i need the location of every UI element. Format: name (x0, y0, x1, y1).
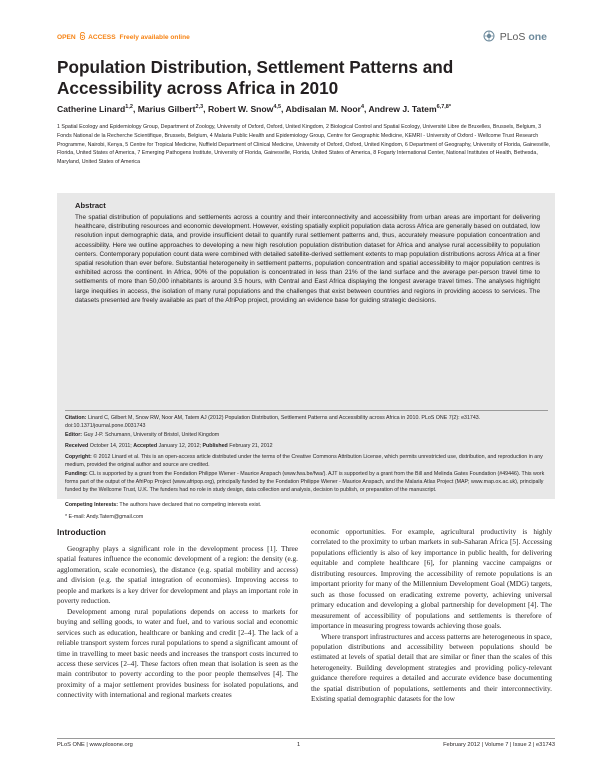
footer-issue: February 2012 | Volume 7 | Issue 2 | e31743 (443, 742, 555, 748)
introduction-heading: Introduction (57, 527, 106, 537)
footer-divider (57, 738, 555, 739)
editor-label: Editor: (65, 432, 83, 438)
journal-name-plos: PLoS (499, 31, 526, 43)
footer-journal: PLoS ONE | www.plosone.org (57, 742, 133, 748)
editor (65, 431, 550, 439)
paragraph: Development among rural populations depends on access to markets for buying and selling goods, to water and fuel, and to various social and economic services such as education, healthcare or banking and credit [2–4]. The lack of a reliable transport system forces rural populations to spend a significant amount of time in travelling to meet basic needs and increases the transport costs incurred to access these services [2–4]. These factors often mean that isolation is seen as the main contributor to poverty according to the poor people themselves [4]. The proximity of a major settlement provides business for isolated populations, and connectivity with international and regional markets creates (57, 606, 298, 700)
received-date: October 14, 2011; (89, 443, 132, 449)
paragraph: Where transport infrastructures and access patterns are heterogeneous in space, population distributions and accessibility between populations should be estimated at levels of spatial detail that are similar or finer than the scales of this heterogeneity. Building development strategies and providing policy-relevant guidance therefore requires a detailed and accurate evidence base documenting the spatial distribution of populations, settlements and their interconnectivity. Existing spatial demographic datasets for the low (311, 631, 552, 704)
citation-label: Citation: (65, 415, 87, 421)
divider (65, 410, 548, 411)
abstract-text: The spatial distribution of populations and settlements across a country and their interconnectivity and accessibility from urban areas are important for delivering healthcare, distributing resources and economic development. However, existing spatially explicit population data across Africa are generally based on outdated, low resolution input demographic data, and provide insufficient detail to quantify rural settlement patterns and, thus, accurately measure population concentration and accessibility. Here we outline approaches to developing a new high resolution population distribution dataset for Africa and analyse rural accessibility to population centers. Contemporary population count data were combined with detailed satellite-derived settlement extents to map population distributions across Africa at a finer spatial resolution than ever before. Substantial heterogeneity in settlement patterns, population concentration and spatial accessibility to major population centres is exhibited across the continent. In Africa, 90% of the population is concentrated in less than 21% of the land surface and the average per-person travel time to settlements of more than 50,000 inhabitants is around 3.5 hours, with Central and East Africa displaying the longest average travel times. The analyses highlight large inequities in access, the isolation of many rural populations and the challenges that exist between countries and regions in providing access to services. The datasets presented are freely available as part of the AfriPop project, providing an evidence base for guiding strategic decisions. (75, 214, 540, 304)
abstract-heading: Abstract (75, 201, 106, 210)
citation-text: Linard C, Gilbert M, Snow RW, Noor AM, Tatem AJ (2012) Population Distribution, Settlement Patterns and Accessibility across Africa in 2010. PLoS ONE 7(2): e31743. doi:10.1371/journal.pone.0031743 (65, 415, 481, 429)
article-title: Population Distribution, Settlement Patterns and Accessibility across Africa in 2010 (57, 57, 454, 98)
journal-header (57, 30, 547, 44)
funding-label: Funding: (65, 471, 88, 477)
received-label: Received (65, 443, 89, 449)
copyright (65, 453, 550, 469)
dates (65, 442, 550, 450)
author-name: Andrew J. Tatem (368, 104, 437, 114)
access-text: ACCESS (88, 34, 116, 41)
accepted-label: Accepted (133, 443, 158, 449)
published-date: February 21, 2012 (229, 443, 273, 449)
accepted-date: January 12, 2012; (158, 443, 201, 449)
paragraph: economic opportunities. For example, agricultural productivity is highly correlated to the proximity to urban markets in sub-Saharan Africa [5]. Accessing populations efficiently is also of key importance in public health, for delivering equitable and complete healthcare [6], for planning vaccine campaigns or distributing resources. Improving the accessibility of remote populations is an important priority for many of the Millennium Development Goal (MDG) targets, such as those focussed on eradicating extreme poverty, achieving universal primary education and developing a global partnership for development [4]. The measurement of accessibility of populations and settlements is therefore of importance in measuring progress towards achieving those goals. (311, 527, 552, 631)
left-column (57, 544, 298, 701)
funding (65, 470, 550, 494)
copyright-text: © 2012 Linard et al. This is an open-access article distributed under the terms of the Creative Commons Attribution License, which permits unrestricted use, distribution, and reproduction in any medium, provided the original author and source are credited. (65, 454, 543, 468)
competing-interests (65, 501, 550, 509)
author-list: Catherine Linard$^{1,2}$, Marius Gilbert$^{2,3}$, Robert W. Snow$^{4,5}$, Abdisalan M. Noor$^4$, Andrew J. Tatem$^{6,7,8*}$ (57, 104, 451, 114)
citation (65, 414, 550, 430)
editor-text: Guy J-P. Schumann, University of Bristol, United Kingdom (83, 432, 220, 438)
abstract-box (57, 193, 555, 499)
competing-text: The authors have declared that no competing interests exist. (119, 502, 262, 508)
author-name: Marius Gilbert (137, 104, 196, 114)
author-affiliation-number: 6,7,8* (436, 104, 451, 111)
author-affiliation-number: 2,3 (195, 104, 204, 111)
author-affiliation-number: 4 (360, 104, 364, 111)
copyright-label: Copyright: (65, 454, 92, 460)
author-name: Catherine Linard (57, 104, 126, 114)
journal-name-one: one (528, 31, 547, 43)
author-name: Robert W. Snow (207, 104, 274, 114)
published-label: Published (202, 443, 228, 449)
affiliations: 1 Spatial Ecology and Epidemiology Group, Department of Zoology, University of Oxford, Oxford, United Kingdom, 2 Biological Control and Spatial Ecology, Université Libre de Bruxelles, Brussels, Belgium, 3 Fonds National de la Recherche Scientifique, Brussels, Belgium, 4 Malaria Public Health and Epidemiology Group, Centre for Geographic Medicine, KEMRI - University of Oxford - Wellcome Trust Research Programme, Nairobi, Kenya, 5 Centre for Tropical Medicine, Nuffield Department of Clinical Medicine, University of Oxford, Oxford, United Kingdom, 6 Department of Geography, University of Florida, Gainesville, Florida, United States of America, 7 Emerging Pathogens Institute, University of Florida, Gainesville, Florida, United States of America, 8 Fogarty International Center, National Institutes of Health, Bethesda, Maryland, United States of America (57, 124, 551, 166)
author-affiliation-number: 4,5 (273, 104, 282, 111)
plos-logo-icon (483, 30, 495, 42)
competing-label: Competing Interests: (65, 502, 118, 508)
corresponding-email[interactable]: * E-mail: Andy.Tatem@gmail.com (65, 514, 144, 520)
open-lock-icon (79, 32, 86, 40)
journal-logo (483, 30, 547, 43)
open-access-text: OPEN (57, 34, 76, 41)
freely-available-text: Freely available online (119, 34, 190, 41)
author-affiliation-number: 1,2 (125, 104, 133, 111)
funding-text: CL is supported by a grant from the Fondation Philippe Wiener - Maurice Anspach (www.fwa.be/fwa/). AJT is supported by a grant from the Bill and Melinda Gates Foundation (#49446). This work forms part of the output of the AfriPop Project (www.afripop.org), principally funded by the Fondation Philippe Wiener - Maurice Anspach, and the Malaria Atlas Project (MAP; www.map.ox.ac.uk), principally funded by the Wellcome Trust, U.K. The funders had no role in study design, data collection and analysis, decision to publish, or preparation of the manuscript. (65, 471, 545, 493)
page-number: 1 (297, 742, 301, 748)
open-access-label (57, 32, 190, 41)
author-name: Abdisalan M. Noor (285, 104, 361, 114)
paragraph: Geography plays a significant role in the development process [1]. Three spatial features influence the economic development of a region: the density (e.g. agglomeration, scale economies), the distance (e.g. spatial mobility and access) and division (e.g. the spatial integration of economies). Improving access to people and markets is a key driver for development and plays an important role in poverty reduction. (57, 544, 298, 606)
right-column (311, 527, 552, 705)
